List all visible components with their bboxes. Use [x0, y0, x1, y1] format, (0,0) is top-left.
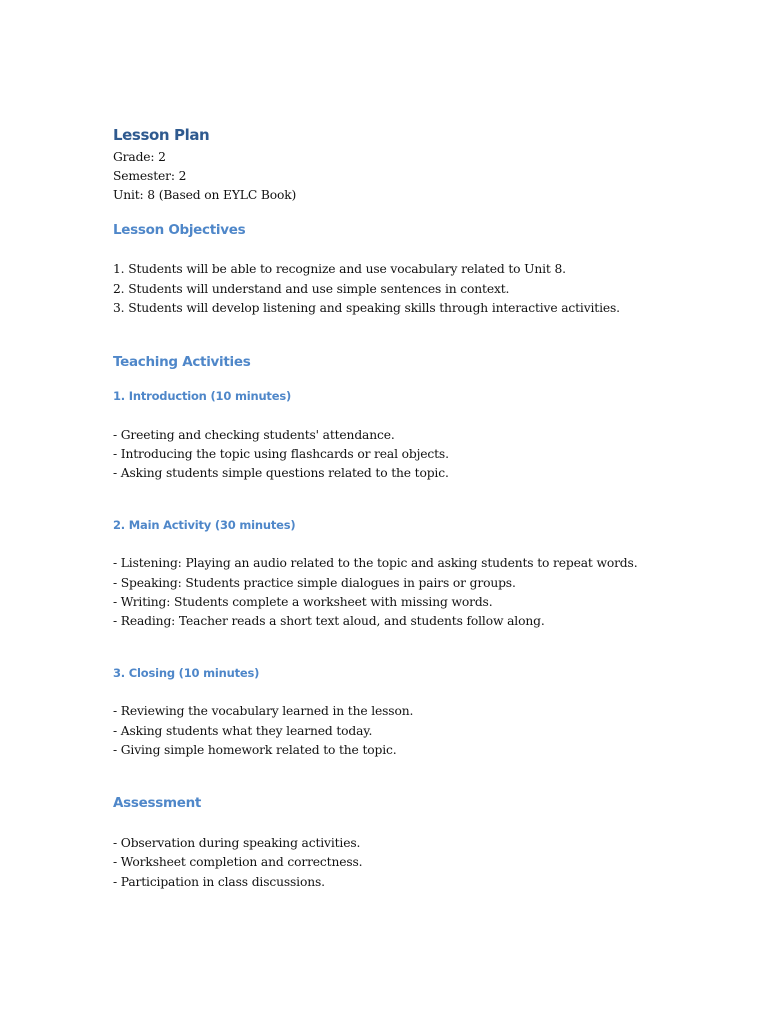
objectives-heading: Lesson Objectives [113, 222, 246, 238]
assessment-item: - Worksheet completion and correctness. [113, 855, 363, 869]
grade-line: Grade: 2 [113, 150, 166, 164]
teaching-activities-heading: Teaching Activities [113, 354, 251, 370]
assessment-heading: Assessment [113, 795, 202, 811]
closing-item: - Giving simple homework related to the topic. [113, 743, 397, 757]
objective-item: 3. Students will develop listening and speaking skills through interactive activities. [113, 301, 620, 315]
assessment-item: - Observation during speaking activities. [113, 836, 361, 850]
introduction-item: - Introducing the topic using flashcards or real objects. [113, 447, 449, 461]
introduction-heading: 1. Introduction (10 minutes) [113, 389, 292, 403]
introduction-item: - Asking students simple questions related to the topic. [113, 466, 449, 480]
introduction-item: - Greeting and checking students' attendance. [113, 428, 395, 442]
closing-item: - Reviewing the vocabulary learned in the lesson. [113, 704, 414, 718]
objective-item: 2. Students will understand and use simple sentences in context. [113, 282, 510, 296]
assessment-item: - Participation in class discussions. [113, 875, 325, 889]
main-activity-item: - Listening: Playing an audio related to the topic and asking students to repeat words. [113, 556, 638, 570]
objective-item: 1. Students will be able to recognize and use vocabulary related to Unit 8. [113, 262, 566, 276]
document-title: Lesson Plan [113, 126, 210, 144]
closing-heading: 3. Closing (10 minutes) [113, 666, 260, 680]
main-activity-item: - Speaking: Students practice simple dialogues in pairs or groups. [113, 576, 516, 590]
unit-line: Unit: 8 (Based on EYLC Book) [113, 188, 297, 202]
closing-item: - Asking students what they learned today. [113, 724, 373, 738]
semester-line: Semester: 2 [113, 169, 187, 183]
main-activity-item: - Writing: Students complete a worksheet with missing words. [113, 595, 493, 609]
main-activity-heading: 2. Main Activity (30 minutes) [113, 518, 296, 532]
main-activity-item: - Reading: Teacher reads a short text aloud, and students follow along. [113, 614, 545, 628]
